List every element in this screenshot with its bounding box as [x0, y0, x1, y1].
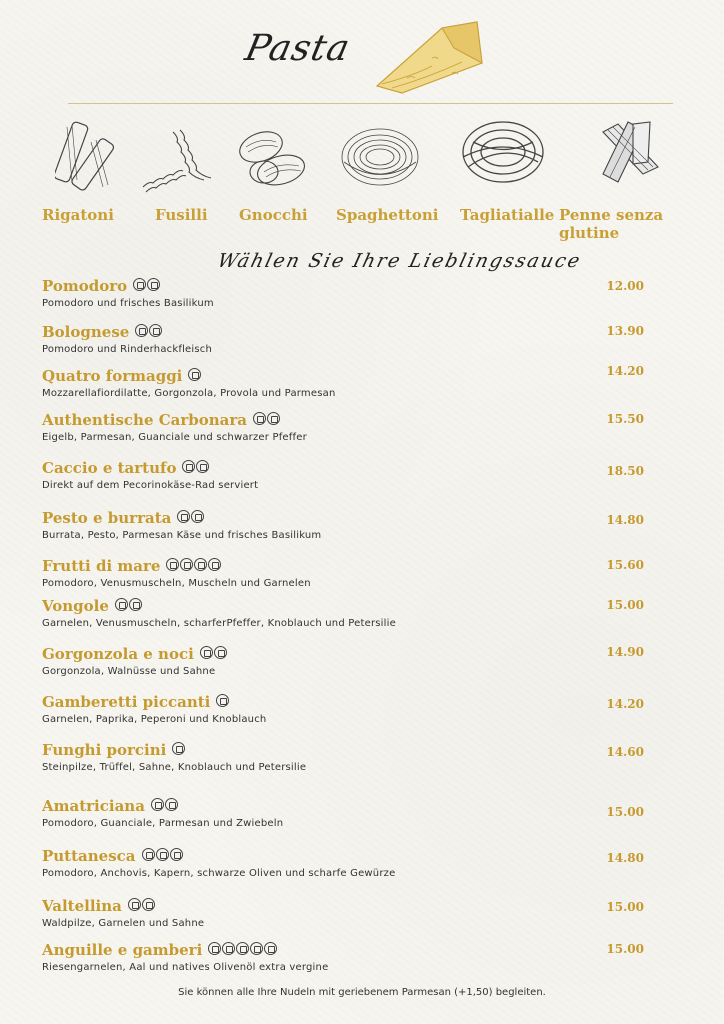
page-title: Pasta [241, 28, 354, 69]
menu-item-description: Gorgonzola, Walnüsse und Sahne [42, 666, 216, 677]
allergen-icon [129, 598, 142, 611]
menu-item-price: 15.00 [606, 942, 644, 956]
menu-item-name: Pomodoro [42, 276, 128, 295]
tagliatelle-icon [458, 112, 548, 197]
menu-item [42, 940, 328, 973]
allergen-icons [181, 458, 209, 477]
menu-item-description: Pomodoro und frisches Basilikum [42, 298, 214, 309]
allergen-icon [216, 694, 229, 707]
allergen-icon [166, 558, 179, 571]
menu-item-description: Garnelen, Venusmuscheln, scharferPfeffer, Knoblauch und Petersilie [42, 618, 396, 629]
pasta-type-label: Tagliatialle [460, 206, 555, 224]
menu-item-price: 14.80 [606, 513, 644, 527]
penne-icon [588, 112, 668, 197]
allergen-icon [177, 510, 190, 523]
allergen-icon [180, 558, 193, 571]
allergen-icon [236, 942, 249, 955]
menu-item-name: Quatro formaggi [42, 366, 183, 385]
menu-item-description: Riesengarnelen, Aal und natives Olivenöl extra vergine [42, 962, 329, 973]
allergen-icon [222, 942, 235, 955]
allergen-icon [196, 460, 209, 473]
menu-item [42, 692, 266, 725]
allergen-icon [172, 742, 185, 755]
menu-item-price: 14.60 [606, 745, 644, 759]
menu-item-name: Anguille e gamberi [42, 940, 203, 959]
menu-item-price: 14.20 [606, 364, 644, 378]
allergen-icon [170, 848, 183, 861]
allergen-icon [264, 942, 277, 955]
menu-item [42, 896, 204, 929]
allergen-icon [147, 278, 160, 291]
allergen-icon [151, 798, 164, 811]
menu-item-price: 14.20 [606, 697, 644, 711]
parmesan-cheese-icon [372, 18, 487, 96]
menu-item-name: Pesto e burrata [42, 508, 172, 527]
menu-item-name: Gorgonzola e noci [42, 644, 194, 663]
gnocchi-icon [236, 112, 311, 197]
allergen-icon [133, 278, 146, 291]
allergen-icons [171, 740, 185, 759]
allergen-icon [188, 368, 201, 381]
allergen-icon [250, 942, 263, 955]
allergen-icons [114, 596, 142, 615]
menu-item [42, 322, 212, 355]
menu-item [42, 796, 283, 829]
allergen-icon [267, 412, 280, 425]
fusilli-icon [138, 112, 223, 197]
menu-item-name: Gamberetti piccanti [42, 692, 211, 711]
menu-item-price: 15.60 [606, 558, 644, 572]
pasta-type-label: Penne senza glutine [559, 206, 664, 242]
allergen-icons [252, 410, 280, 429]
allergen-icon [194, 558, 207, 571]
allergen-icon [156, 848, 169, 861]
menu-item-name: Puttanesca [42, 846, 136, 865]
allergen-icons [165, 556, 221, 575]
allergen-icons [127, 896, 155, 915]
allergen-icons [187, 366, 201, 385]
menu-item-price: 15.00 [606, 598, 644, 612]
menu-item-description: Pomodoro und Rinderhackfleisch [42, 344, 213, 355]
menu-item-price: 15.00 [606, 900, 644, 914]
menu-item [42, 366, 335, 399]
allergen-icon [142, 848, 155, 861]
menu-item [42, 644, 227, 677]
menu-item-price: 15.00 [606, 805, 644, 819]
allergen-icon [128, 898, 141, 911]
allergen-icon [142, 898, 155, 911]
allergen-icon [200, 646, 213, 659]
allergen-icon [135, 324, 148, 337]
footer-note: Sie können alle Ihre Nudeln mit geriebenem Parmesan (+1,50) begleiten. [178, 987, 546, 998]
allergen-icon [165, 798, 178, 811]
pasta-type-label: Rigatoni [42, 206, 114, 224]
menu-item-description: Pomodoro, Venusmuscheln, Muscheln und Garnelen [42, 578, 311, 589]
menu-item-price: 15.50 [606, 412, 644, 426]
sauce-subtitle: Wählen Sie Ihre Lieblingssauce [215, 250, 584, 272]
menu-item-name: Vongole [42, 596, 109, 615]
menu-item-name: Frutti di mare [42, 556, 161, 575]
menu-item-name: Valtellina [42, 896, 122, 915]
menu-item [42, 556, 311, 589]
menu-item [42, 740, 306, 773]
menu-item [42, 508, 321, 541]
menu-item-description: Pomodoro, Anchovis, Kapern, schwarze Oliven und scharfe Gewürze [42, 868, 396, 879]
allergen-icon [208, 558, 221, 571]
menu-item-price: 12.00 [606, 279, 644, 293]
header-divider [68, 103, 673, 104]
menu-item-name: Authentische Carbonara [42, 410, 248, 429]
allergen-icon [208, 942, 221, 955]
pasta-type-label: Gnocchi [239, 206, 308, 224]
allergen-icon [191, 510, 204, 523]
menu-item-name: Amatriciana [42, 796, 145, 815]
menu-item-description: Garnelen, Paprika, Peperoni und Knoblauch [42, 714, 267, 725]
menu-item-price: 13.90 [606, 324, 644, 338]
allergen-icon [253, 412, 266, 425]
pasta-type-label: Spaghettoni [336, 206, 439, 224]
allergen-icons [215, 692, 229, 711]
menu-item-description: Pomodoro, Guanciale, Parmesan und Zwiebeln [42, 818, 284, 829]
menu-item [42, 846, 395, 879]
menu-item [42, 596, 396, 629]
pasta-type-label: Fusilli [155, 206, 208, 224]
menu-item-price: 18.50 [606, 464, 644, 478]
allergen-icon [182, 460, 195, 473]
allergen-icon [214, 646, 227, 659]
menu-item [42, 276, 214, 309]
menu-item [42, 458, 258, 491]
menu-item-name: Bolognese [42, 322, 130, 341]
allergen-icons [199, 644, 227, 663]
spaghettoni-icon [338, 112, 423, 197]
menu-item-description: Eigelb, Parmesan, Guanciale und schwarzer Pfeffer [42, 432, 307, 443]
menu-item-name: Funghi porcini [42, 740, 167, 759]
rigatoni-icon [55, 112, 125, 197]
menu-item [42, 410, 307, 443]
menu-item-description: Direkt auf dem Pecorinokäse-Rad serviert [42, 480, 259, 491]
allergen-icons [141, 846, 183, 865]
menu-item-price: 14.80 [606, 851, 644, 865]
allergen-icons [207, 940, 277, 959]
allergen-icon [149, 324, 162, 337]
menu-item-description: Waldpilze, Garnelen und Sahne [42, 918, 205, 929]
allergen-icons [132, 276, 160, 295]
menu-item-name: Caccio e tartufo [42, 458, 177, 477]
allergen-icon [115, 598, 128, 611]
allergen-icons [176, 508, 204, 527]
allergen-icons [150, 796, 178, 815]
menu-item-description: Burrata, Pesto, Parmesan Käse und frisches Basilikum [42, 530, 322, 541]
menu-item-price: 14.90 [606, 645, 644, 659]
menu-item-description: Steinpilze, Trüffel, Sahne, Knoblauch und Petersilie [42, 762, 307, 773]
menu-item-description: Mozzarellafiordilatte, Gorgonzola, Provola und Parmesan [42, 388, 336, 399]
allergen-icons [134, 322, 162, 341]
